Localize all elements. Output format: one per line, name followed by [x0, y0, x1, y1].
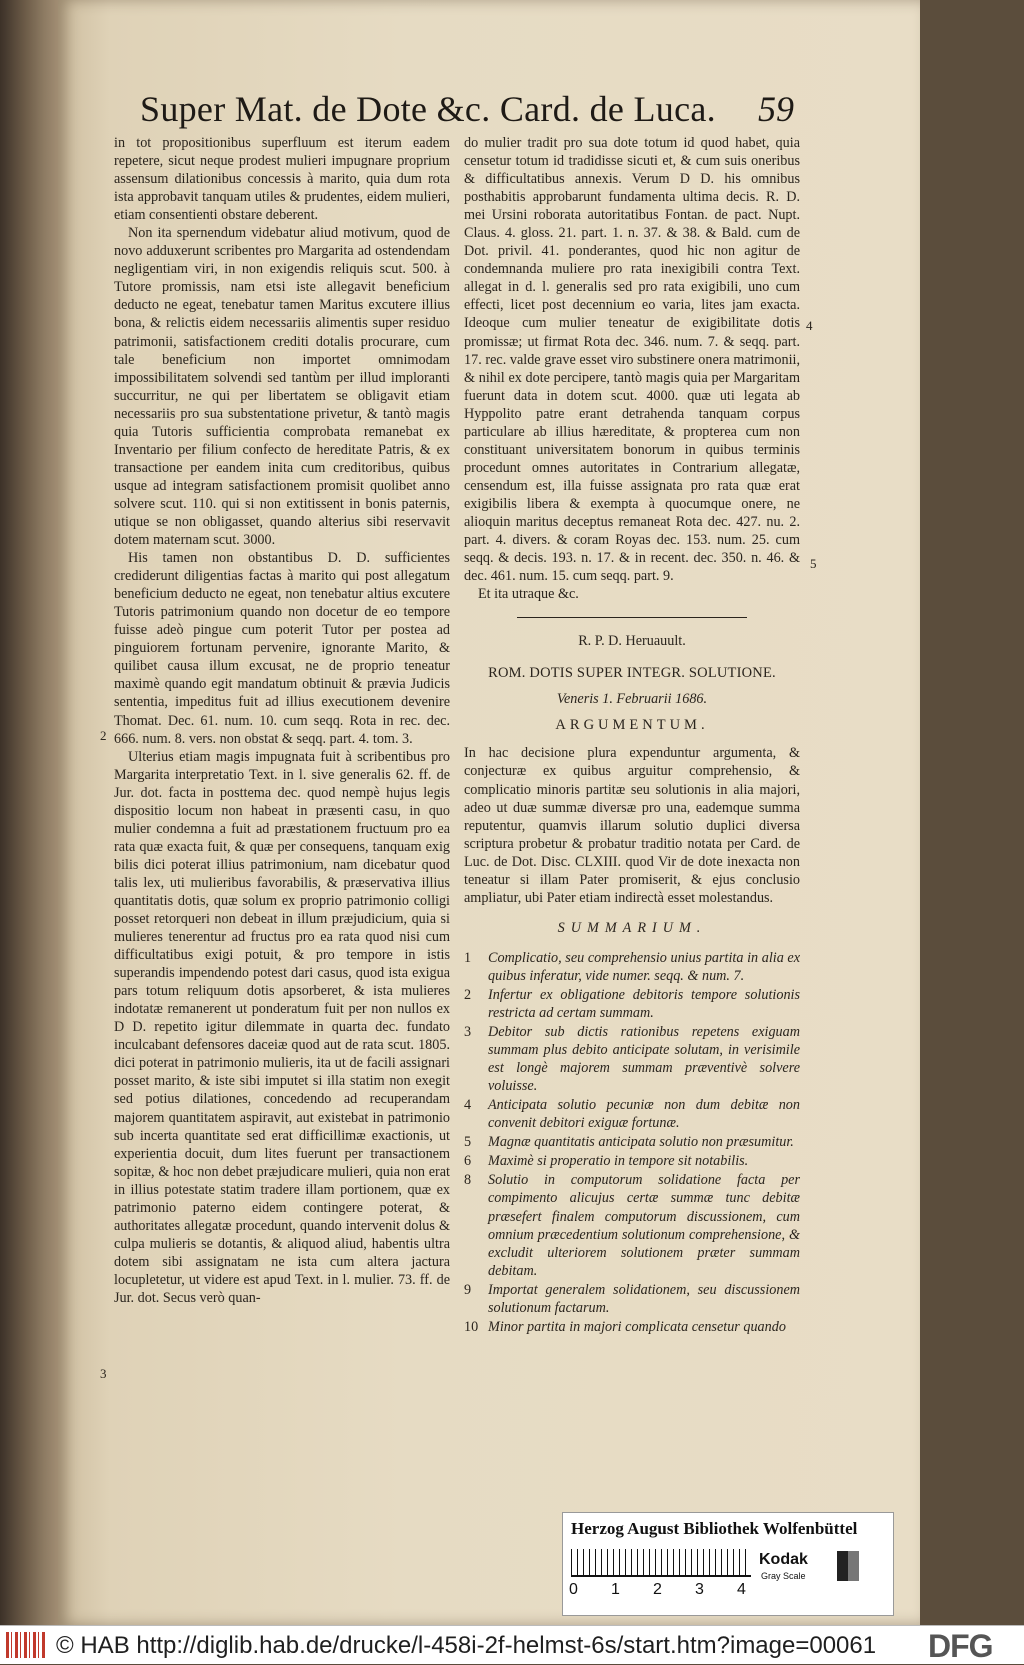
argument-heading: ARGUMENTUM. [555, 717, 709, 734]
barcode-icon [6, 1632, 46, 1658]
left-paragraph-3: His tamen non obstantibus D. D. sufficientes crediderunt diligentias factas à marito qui post allegatum beneficium deducto ne egeat, non tenebatur altius excutere Tutoris patrimonium quando non docetur de eo tempore fuisse adeò pingue cum poterit Tutor per postea ad pinguiorem fortunam pervenire, ignorante Marito, & quilibet causa illum excusat, ne de proprio teneatur maximè quando egit mandatum obtinuit & prævia Judicis sententia, impeditus fuit ad illius executionem devenire Thomat. Dec. 61. num. 10. cum seqq. Rota in rec. dec. 666. num. 8. vers. non obstat & seqq. part. 4. tom. 3. [114, 550, 450, 747]
summary-item [464, 1171, 800, 1279]
summary-item-text: Complicatio, seu comprehensio unius partita in alia ex quibus inferatur, vide numer. seqq. & num. 7. [488, 949, 800, 984]
right-column [464, 134, 800, 1337]
gray-scale-block [837, 1551, 859, 1581]
left-paragraph-4: Ulterius etiam magis impugnata fuit à scribentibus pro Margarita interpretatio Text. in l. sive generalis 62. ff. de Jur. dot. facta in posttema dec. quod nempè hujus legis dispositio locum non habeat in præsenti casu, in quo mulier condemna a fuit ad præstationem fructuum pro ea rata quæ exacta fuit, & quæ per consequens, tanquam exig bilis dici poterat illius patrimonium, nam dicebatur quod talis lex, uti mulieribus favorabilis, & præservativa illius quantitatis dotis, quæ solum ex proprio patrimonio colligi posset retorqueri non debeat in illum præjudicium, quia si mulieres tenerentur ad fructus pro ea rata quod nisi cum difficultatibus exigi potuit, & pro tempore in istis superandis impendendo potest dari casus, quod ista exigua pars totum reliquum dotis apsorberet, & ista mulieres indotatæ remanerent ut ponderatum fuit per non nullos ex D D. repetito igitur dilemmate in quarta dec. fundato inculcabant defensores daceiæ quod aut de rata scut. 1805. dici poterat in patrimonio mulieris, ita ut de facili assignari posset marito, & iste sibi imputet si illa statim non exegit sed potius dilationes, concedendo ad recuperandam majorem quantitatem aspiravit, aut existebat in patrimonio sub incerta quantitate sed erat difficillimæ exactionis, ut experientia docuit, dum lites fuerunt per transactionem sopitæ, & hoc non debet præjudicare mulieri, quia non erat in illius potestate statim tradere illam portionem, quæ ex patrimonio paterno eidem contingere poterat, & authoritates allegatæ procedunt, quando intervenit dolus & culpa mulieris se dotantis, & aliquod aliud, habentis ultra dotem sibi assignatam ne ista cum altera jactura locupletetur, ut videre est apud Text. in l. mulier. 73. ff. de Jur. dot. Secus verò quan- [114, 748, 450, 1306]
section-rule [517, 617, 747, 618]
ruler-scale [571, 1549, 751, 1577]
margin-mark-2: 2 [100, 728, 107, 743]
summary-item-text: Maximè si properatio in tempore sit notabilis. [488, 1153, 749, 1170]
summary-item-number: 8 [464, 1172, 472, 1189]
margin-mark-5: 5 [810, 556, 817, 571]
summary-item [464, 1318, 800, 1336]
summary-item-text: Solutio in computorum solidatione facta per compimento alicujus certæ summæ tunc debitæ præsefert finalem computorum discussionem, cum omnium præcedentium solutionum comprehensione, & excludit ulteriorem solutionem præter summam debitam. [488, 1172, 800, 1279]
dfg-logo: DFG [928, 1628, 993, 1664]
summary-item-number: 2 [464, 986, 472, 1003]
scale-number: 3 [695, 1581, 704, 1598]
summary-item [464, 1281, 800, 1317]
case-title: ROM. DOTIS SUPER INTEGR. SOLUTIONE. [488, 665, 776, 682]
left-paragraph-1: in tot propositionibus superfluum est iterum eadem repetere, sicut neque prodest mulieri impugnare proprium assensum dilationibus concessis à marito, quia dum rota ista approbavit tanquam utiles & prudentes, eidem mulieri, etiam consentienti obstare deberent. [114, 135, 450, 224]
right-paragraph-1: do mulier tradit pro sua dote totum id quod habet, quia censetur totum id tradidisse sicuti et, & cum suis oneribus & difficultatibus annexis. Verum D D. his omnibus posthabitis approbarunt fundamenta ultima decis. R. D. mei Ursini roborata autoritatibus Fontan. de pact. Nupt. Claus. 4. gloss. 21. part. 1. n. 37. & 38. & Bald. cum de Dot. privil. 41. ponderantes, quod hic non agitur de condemnanda muliere pro rata inexigibili contra Text. allegat in d. l. generalis sed pro rata exigibili, uno cum effecti, licet post decennium eo varia, lites jam exacta. Ideoque cum mulier teneatur de exigibilitate dotis promissæ; ut firmat Rota dec. 346. num. 7. & seqq. part. 17. rec. valde grave esset viro substinere onera matrimonii, & nihil ex dote percipere, tantò magis quia per Margaritam fuerunt data in dotem scut. 4000. quæ uti legata ab Hyppolito patre erant detrahenda tanquam corpus particulare ab illius hæreditate, & propterea cum non constituant universitatem bonorum in quibus terminis procedunt omnes autoritates in Contrarium allegatæ, censendum est, illa fuisse assignata pro rata quæ erat exigibilis libera & exempta à quocumque onere, ne alioquin maritus deceptus remaneat Rota dec. 427. nu. 2. part. 4. divers. & coram Royas dec. 153. num. 25. cum seqq. & decis. 193. n. 17. & in recent. dec. 350. n. 46. & dec. 461. num. 15. cum seqq. part. 9. [464, 135, 800, 585]
background-right [920, 0, 1024, 1625]
summary-list [464, 949, 800, 1336]
decision-date: Veneris 1. Februarii 1686. [556, 691, 708, 708]
kodak-brand: Kodak [759, 1551, 808, 1568]
source-link[interactable]: © HAB http://diglib.hab.de/drucke/l-458i-2f-helmst-6s/start.htm?image=00061 [56, 1632, 877, 1659]
summary-item-number: 10 [464, 1318, 479, 1335]
scale-number: 1 [611, 1581, 620, 1598]
summary-item-number: 9 [464, 1281, 472, 1298]
summary-item-text: Anticipata solutio pecuniæ non dum debitæ non convenit debitori exiguæ fortunæ. [488, 1097, 800, 1132]
summary-heading: SUMMARIUM. [557, 919, 707, 936]
right-paragraph-2: Et ita utraque &c. [478, 586, 579, 603]
summary-item-text: Debitor sub dictis rationibus repetens exiguam summam plus debito anticipate solutam, in verisimile est longè majorem summam præventivè solvere voluisse. [488, 1024, 800, 1095]
margin-mark-4: 4 [806, 318, 813, 333]
running-title: Super Mat. de Dote &c. Card. de Luca. [140, 89, 716, 129]
summary-item [464, 986, 800, 1022]
scale-number: 0 [569, 1581, 578, 1598]
page-number: 59 [758, 89, 794, 129]
summary-item [464, 1096, 800, 1132]
summary-item [464, 1152, 800, 1170]
argument-text: In hac decisione plura expenduntur argumenta, & conjecturæ ex quibus arguitur comprehensio, & complicatio minoris partitæ seu solutionis in alia majori, adeo ut duæ summæ diversæ pro una, eademque summa reputentur, quamvis illarum solutio duplici diversa scriptura probetur & probatur traditio notata per Card. de Luc. de Dot. Disc. CLXIII. quod Vir de dote inexacta non teneatur si illam Pater promiserit, & ejus conclusio ampliatur, ubi Pater etiam indirectà esset molestandus. [464, 745, 800, 906]
left-column [114, 134, 450, 1307]
summary-item-number: 5 [464, 1134, 472, 1151]
library-label: Herzog August Bibliothek Wolfenbüttel [571, 1519, 858, 1538]
summary-item-number: 3 [464, 1024, 472, 1041]
summary-item [464, 949, 800, 985]
summary-item [464, 1133, 800, 1151]
adjacent-page-edge [0, 0, 58, 1625]
summary-item-text: Importat generalem solidationem, seu discussionem solutionum factarum. [488, 1281, 800, 1316]
scale-number: 2 [653, 1581, 662, 1598]
footer-bar [0, 1625, 1024, 1664]
summary-item-text: Magnæ quantitatis anticipata solutio non præsumitur. [488, 1134, 794, 1151]
summary-item-text: Infertur ex obligatione debitoris tempore solutionis restricta ad certam summam. [488, 986, 800, 1022]
summary-item-number: 4 [464, 1097, 472, 1114]
color-target-card [562, 1512, 894, 1616]
scale-number: 4 [737, 1581, 746, 1598]
left-paragraph-2: Non ita spernendum videbatur aliud motivum, quod de novo adduxerunt scribentes pro Margarita ad ostendendam negligentiam viri, in non exigendis reliquis scut. 500. à Tutore promissis, nam etsi iste allegavit beneficium deducto ne egeat, tenebatur tamen Maritus excutere illius bona, & relictis eidem necessariis alimentis super residuo patrimonii, satisfactionem crediti dotalis procurare, cum tale beneficium non importet omnimodam impossibilitatem solvendi sed tantùm per illud imploranti succurritur, ne qui per libertatem se obligavit etiam necessariis pro sua substentatione privetur, & tantò magis quia Tutoris sufficientia comprobata remanebat ex Inventario per filium confecto de hereditate Patris, & ex transactione per eandem inita cum creditoribus, quibus usque ad integram satisfactionem promisit quolibet anno solvere scut. 110. qui si non extitissent in bonis paternis, utique se non obligasset, quando alterius sibi reservavit dotem maternam scut. 3000. [114, 225, 450, 549]
kodak-subtitle: Gray Scale [761, 1571, 806, 1581]
margin-mark-3: 3 [100, 1366, 107, 1381]
judge-name: R. P. D. Heruauult. [578, 633, 686, 650]
summary-item-number: 6 [464, 1153, 472, 1170]
summary-item-number: 1 [464, 949, 472, 966]
summary-item-text: Minor partita in majori complicata censetur quando [488, 1318, 786, 1335]
summary-item [464, 1023, 800, 1095]
